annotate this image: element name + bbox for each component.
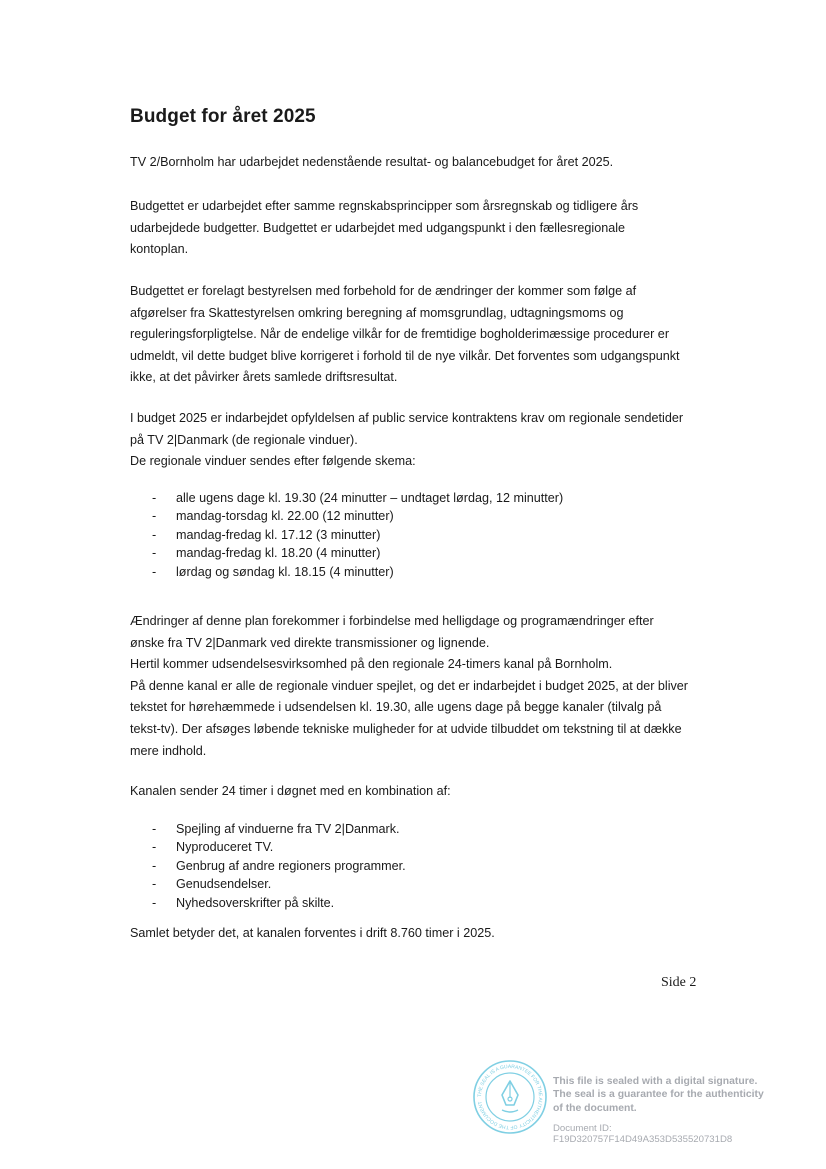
- bullet-dash: -: [152, 509, 157, 524]
- bullet-dash: -: [152, 546, 157, 561]
- bullet-dash: -: [152, 564, 157, 579]
- paragraph-line: De regionale vinduer sendes efter følgende skema:: [130, 454, 416, 469]
- principles-paragraph: [130, 196, 710, 261]
- summary-paragraph: Samlet betyder det, at kanalen forventes i drift 8.760 timer i 2025.: [130, 926, 495, 940]
- page-number: Side 2: [661, 975, 697, 990]
- digital-seal-icon: [472, 1059, 548, 1135]
- list-item: [130, 507, 563, 525]
- bullet-dash: -: [152, 822, 157, 836]
- list-item-text: mandag-torsdag kl. 22.00 (12 minutter): [176, 509, 394, 524]
- paragraph-line: ikke, at det påvirker årets samlede driftsresultat.: [130, 370, 398, 385]
- paragraph-line: I budget 2025 er indarbejdet opfyldelsen af public service kontraktens krav om regionale sendetider: [130, 411, 684, 425]
- list-item: [130, 489, 563, 507]
- document-id-label: Document ID:: [553, 1123, 612, 1134]
- list-item: [130, 838, 406, 856]
- schedule-list: [130, 489, 563, 581]
- list-item-text: mandag-fredag kl. 17.12 (3 minutter): [176, 527, 381, 542]
- page-title: Budget for året 2025: [130, 106, 316, 127]
- list-item-text: Spejling af vinduerne fra TV 2|Danmark.: [176, 822, 400, 836]
- paragraph-line: ønske fra TV 2|Danmark ved direkte transmissioner og lignende.: [130, 635, 490, 650]
- list-item-text: Nyproduceret TV.: [176, 840, 274, 855]
- list-item: [130, 820, 406, 838]
- seal-message-line: This file is sealed with a digital signature.: [553, 1076, 758, 1087]
- list-item-text: mandag-fredag kl. 18.20 (4 minutter): [176, 546, 381, 561]
- document-id: [553, 1123, 732, 1146]
- bullet-dash: -: [152, 877, 157, 892]
- paragraph-line: udmeldt, vil dette budget blive korrigeret i forhold til de nye vilkår. Det forventes som udgangspunkt: [130, 348, 680, 363]
- seal-message: [553, 1075, 764, 1115]
- paragraph-line: reguleringsforpligtelse. Når de endelige vilkår for de fremtidige bogholderimæssige procedurer er: [130, 327, 670, 342]
- paragraph-line: Budgettet er udarbejdet efter samme regnskabsprincipper som årsregnskab og tidligere års: [130, 199, 639, 213]
- bullet-dash: -: [152, 895, 157, 910]
- list-item-text: lørdag og søndag kl. 18.15 (4 minutter): [176, 564, 394, 579]
- channel-list: [130, 820, 406, 912]
- intro-paragraph: TV 2/Bornholm har udarbejdet nedenstående resultat- og balancebudget for året 2025.: [130, 155, 614, 169]
- bullet-dash: -: [152, 858, 157, 873]
- list-item-text: Nyhedsoverskrifter på skilte.: [176, 895, 335, 910]
- bullet-dash: -: [152, 840, 157, 855]
- list-item: [130, 563, 563, 581]
- reservation-paragraph: [130, 281, 710, 389]
- paragraph-line: På denne kanal er alle de regionale vinduer spejlet, og det er indarbejdet i budget 2025, at der bliver: [130, 678, 689, 693]
- changes-paragraph: [130, 611, 710, 762]
- paragraph-line: Ændringer af denne plan forekommer i forbindelse med helligdage og programændringer efter: [130, 614, 654, 628]
- bullet-dash: -: [152, 527, 157, 542]
- list-item: [130, 526, 563, 544]
- paragraph-line: mere indhold.: [130, 743, 207, 758]
- seal-message-line: of the document.: [553, 1102, 637, 1114]
- seal-message-line: The seal is a guarantee for the authenticity: [553, 1089, 764, 1101]
- list-item: [130, 894, 406, 912]
- list-item-text: Genbrug af andre regioners programmer.: [176, 858, 406, 873]
- paragraph-line: på TV 2|Danmark (de regionale vinduer).: [130, 432, 358, 447]
- bullet-dash: -: [152, 491, 157, 505]
- channel-intro: Kanalen sender 24 timer i døgnet med en kombination af:: [130, 784, 451, 798]
- list-item: [130, 544, 563, 562]
- list-item-text: alle ugens dage kl. 19.30 (24 minutter – undtaget lørdag, 12 minutter): [176, 491, 564, 505]
- document-id-value: F19D320757F14D49A353D535520731D8: [553, 1134, 733, 1146]
- paragraph-line: udarbejdede budgetter. Budgettet er udarbejdet med udgangspunkt i den fællesregionale: [130, 220, 626, 235]
- paragraph-line: afgørelser fra Skattestyrelsen omkring beregning af momsgrundlag, udtagningsmoms og: [130, 305, 624, 320]
- list-item-text: Genudsendelser.: [176, 877, 272, 892]
- paragraph-line: tekst-tv). Der afsøges løbende tekniske muligheder for at udvide tilbuddet om tekstning til at dække: [130, 721, 682, 736]
- list-item: [130, 857, 406, 875]
- paragraph-line: Budgettet er forelagt bestyrelsen med forbehold for de ændringer der kommer som følge af: [130, 284, 637, 298]
- seal-ring-text: THE SEAL IS A GUARANTEE FOR THE AUTHENTICITY OF THE DOCUMENT: [476, 1063, 544, 1131]
- paragraph-line: Hertil kommer udsendelsesvirksomhed på den regionale 24-timers kanal på Bornholm.: [130, 657, 613, 672]
- public-service-paragraph: [130, 408, 710, 473]
- list-item: [130, 875, 406, 893]
- paragraph-line: tekstet for hørehæmmede i udsendelsen kl. 19.30, alle ugens dage på begge kanaler (tilvalg på: [130, 700, 662, 715]
- paragraph-line: kontoplan.: [130, 242, 189, 257]
